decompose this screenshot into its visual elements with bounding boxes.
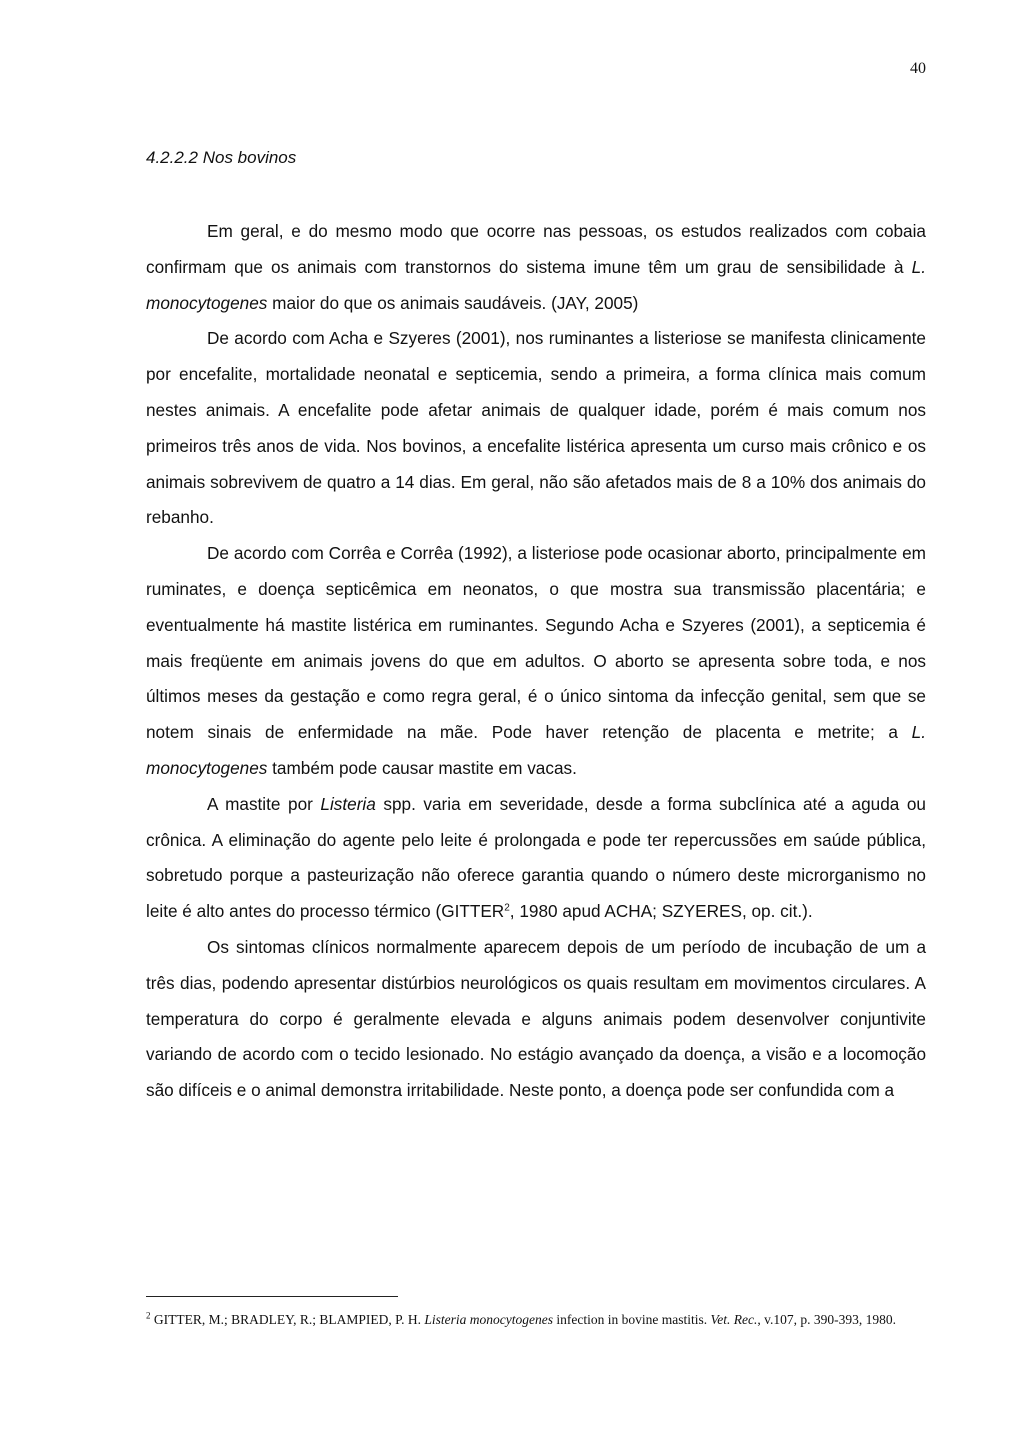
paragraph-text: De acordo com Corrêa e Corrêa (1992), a listeriose pode ocasionar aborto, principalmente em ruminates, e doença septicêmica em neonatos, o que mostra sua transmissão placentária; e eventualmente há mastite listérica em ruminantes. Segundo Acha e Szyeres (2001), a septicemia é mais freqüente em animais jovens do que em adultos. O aborto se apresenta sobre toda, e nos últimos meses da gestação e como regra geral, é o único sintoma da infecção genital, sem que se notem sinais de enfermidade na mãe. Pode haver retenção de placenta e metrite; a (146, 543, 926, 743)
paragraph-text: , 1980 apud ACHA; SZYERES, op. cit.). (509, 901, 813, 922)
footnote (146, 1310, 906, 1329)
species-name: L. monocytogenes (146, 256, 926, 313)
paragraph-5: Os sintomas clínicos normalmente aparecem depois de um período de incubação de um a três dias, podendo apresentar distúrbios neurológicos os quais resultam em movimentos circulares. A temperatura do corpo é geralmente elevada e alguns animais podem desenvolver conjuntivite variando de acordo com o tecido lesionado. No estágio avançado da doença, a visão e a locomoção são difíceis e o animal demonstra irritabilidade. Neste ponto, a doença pode ser confundida com a (146, 936, 926, 1101)
paragraph-3 (146, 536, 926, 787)
species-name: L. monocytogenes (146, 722, 926, 778)
genus-name: Listeria (320, 793, 376, 814)
paragraph-text: A mastite por (207, 793, 321, 814)
paragraph-text: maior do que os animais saudáveis. (JAY, 2005) (267, 292, 639, 313)
body-text (146, 214, 926, 1109)
paragraph-1 (146, 214, 926, 321)
footnote-marker: 2 (146, 1310, 151, 1321)
paragraph-text: spp. varia em severidade, desde a forma subclínica até a aguda ou crônica. A eliminação do agente pelo leite é prolongada e pode ter repercussões em saúde pública, sobretudo porque a pasteurização não oferece garantia quando o número deste microrganismo no leite é alto antes do processo térmico (GITTER (146, 793, 926, 922)
footnote-text: infection in bovine mastitis. (553, 1312, 711, 1327)
paragraph-2: De acordo com Acha e Szyeres (2001), nos ruminantes a listeriose se manifesta clinicamente por encefalite, mortalidade neonatal e septicemia, sendo a primeira, a forma clínica mais comum nestes animais. A encefalite pode afetar animais de qualquer idade, porém é mais comum nos primeiros três anos de vida. Nos bovinos, a encefalite listérica apresenta um curso mais crônico e os animais sobrevivem de quatro a 14 dias. Em geral, não são afetados mais de 8 a 10% dos animais do rebanho. (146, 328, 926, 528)
paragraph-4 (146, 787, 926, 930)
footnote-divider (146, 1296, 398, 1297)
footnote-title: Listeria monocytogenes (424, 1312, 554, 1327)
footnote-journal: Vet. Rec. (710, 1312, 758, 1327)
footnote-reference: 2 (504, 902, 510, 914)
paragraph-text: Em geral, e do mesmo modo que ocorre nas pessoas, os estudos realizados com cobaia confirmam que os animais com transtornos do sistema imune têm um grau de sensibilidade à (146, 221, 926, 277)
footnote-text: GITTER, M.; BRADLEY, R.; BLAMPIED, P. H. (150, 1312, 425, 1327)
paragraph-text: também pode causar mastite em vacas. (267, 757, 577, 778)
page-number: 40 (910, 60, 926, 77)
footnote-text: , v.107, p. 390-393, 1980. (757, 1312, 896, 1327)
section-title: 4.2.2.2 Nos bovinos (146, 148, 297, 167)
